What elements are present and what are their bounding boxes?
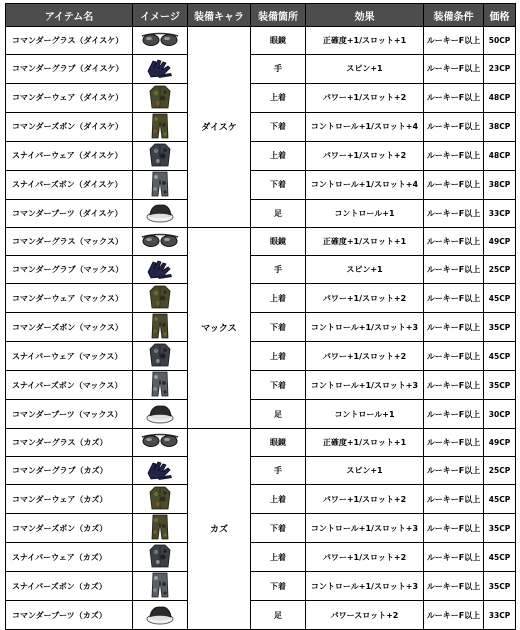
slot-cell: 眼鏡 xyxy=(251,227,306,255)
item-image-cell xyxy=(133,256,188,284)
effect-cell: コントロール+1/スロット+3 xyxy=(306,514,424,543)
effect-cell: 正確度+1/スロット+1 xyxy=(306,227,424,255)
sunglasses-icon xyxy=(141,431,179,453)
condition-cell: ルーキーF以上 xyxy=(424,170,484,199)
item-name-cell: コマンダーズボン（マックス） xyxy=(6,313,133,342)
effect-cell: コントロール+1 xyxy=(306,199,424,227)
table-row xyxy=(6,485,516,514)
price-cell: 35CP xyxy=(484,572,516,601)
effect-cell: パワースロット+2 xyxy=(306,601,424,629)
price-cell: 33CP xyxy=(484,199,516,227)
effect-cell: パワー+1/スロット+2 xyxy=(306,342,424,371)
item-image-cell xyxy=(133,27,188,55)
effect-cell: コントロール+1/スロット+4 xyxy=(306,112,424,141)
effect-cell: スピン+1 xyxy=(306,256,424,284)
item-name-cell: コマンダーズボン（ダイスケ） xyxy=(6,112,133,141)
price-cell: 23CP xyxy=(484,55,516,83)
slot-cell: 上着 xyxy=(251,543,306,572)
item-name-cell: コマンダーブーツ（マックス） xyxy=(6,400,133,428)
table-header-row xyxy=(6,4,516,27)
price-cell: 48CP xyxy=(484,141,516,170)
price-cell: 25CP xyxy=(484,457,516,485)
item-image-cell xyxy=(133,514,188,543)
price-cell: 38CP xyxy=(484,170,516,199)
condition-cell: ルーキーF以上 xyxy=(424,457,484,485)
effect-cell: パワー+1/スロット+2 xyxy=(306,83,424,112)
slot-cell: 手 xyxy=(251,55,306,83)
gloves-icon xyxy=(145,459,175,483)
effect-cell: コントロール+1 xyxy=(306,400,424,428)
effect-cell: パワー+1/スロット+2 xyxy=(306,543,424,572)
item-table xyxy=(5,3,516,630)
gloves-icon xyxy=(145,57,175,81)
sniper-pants-icon xyxy=(151,171,169,199)
effect-cell: パワー+1/スロット+2 xyxy=(306,284,424,313)
sniper-pants-icon xyxy=(151,572,169,600)
item-image-cell xyxy=(133,485,188,514)
slot-cell: 上着 xyxy=(251,141,306,170)
header-effect: 効果 xyxy=(306,4,424,27)
slot-cell: 足 xyxy=(251,400,306,428)
slot-cell: 足 xyxy=(251,601,306,629)
table-row xyxy=(6,428,516,456)
table-row xyxy=(6,199,516,227)
price-cell: 35CP xyxy=(484,313,516,342)
slot-cell: 上着 xyxy=(251,485,306,514)
table-row xyxy=(6,313,516,342)
price-cell: 35CP xyxy=(484,371,516,400)
price-cell: 45CP xyxy=(484,543,516,572)
price-cell: 45CP xyxy=(484,342,516,371)
slot-cell: 上着 xyxy=(251,342,306,371)
table-row xyxy=(6,457,516,485)
price-cell: 35CP xyxy=(484,514,516,543)
item-name-cell: コマンダーグラブ（マックス） xyxy=(6,256,133,284)
table-row xyxy=(6,601,516,629)
table-row xyxy=(6,27,516,55)
slot-cell: 眼鏡 xyxy=(251,27,306,55)
item-name-cell: スナイパーウェア（マックス） xyxy=(6,342,133,371)
camo-jacket-icon xyxy=(149,84,171,112)
sniper-pants-icon xyxy=(151,371,169,399)
condition-cell: ルーキーF以上 xyxy=(424,428,484,456)
condition-cell: ルーキーF以上 xyxy=(424,284,484,313)
slot-cell: 足 xyxy=(251,199,306,227)
item-image-cell xyxy=(133,371,188,400)
camo-pants-icon xyxy=(151,514,169,542)
price-cell: 25CP xyxy=(484,256,516,284)
table-row xyxy=(6,141,516,170)
table-row xyxy=(6,112,516,141)
item-image-cell xyxy=(133,227,188,255)
condition-cell: ルーキーF以上 xyxy=(424,55,484,83)
slot-cell: 下着 xyxy=(251,170,306,199)
camo-jacket-icon xyxy=(149,485,171,513)
camo-pants-icon xyxy=(151,113,169,141)
slot-cell: 下着 xyxy=(251,313,306,342)
item-image-cell xyxy=(133,313,188,342)
table-row xyxy=(6,256,516,284)
condition-cell: ルーキーF以上 xyxy=(424,256,484,284)
item-image-cell xyxy=(133,457,188,485)
effect-cell: スピン+1 xyxy=(306,55,424,83)
effect-cell: コントロール+1/スロット+3 xyxy=(306,313,424,342)
item-image-cell xyxy=(133,400,188,428)
condition-cell: ルーキーF以上 xyxy=(424,400,484,428)
boots-icon xyxy=(145,201,175,225)
item-table-container xyxy=(5,3,516,630)
item-name-cell: スナイパーウェア（ダイスケ） xyxy=(6,141,133,170)
effect-cell: 正確度+1/スロット+1 xyxy=(306,428,424,456)
header-price: 価格 xyxy=(484,4,516,27)
effect-cell: コントロール+1/スロット+4 xyxy=(306,170,424,199)
slot-cell: 上着 xyxy=(251,284,306,313)
condition-cell: ルーキーF以上 xyxy=(424,141,484,170)
condition-cell: ルーキーF以上 xyxy=(424,313,484,342)
table-row xyxy=(6,400,516,428)
item-name-cell: コマンダーグラブ（ダイスケ） xyxy=(6,55,133,83)
item-name-cell: コマンダーウェア（ダイスケ） xyxy=(6,83,133,112)
effect-cell: 正確度+1/スロット+1 xyxy=(306,27,424,55)
slot-cell: 眼鏡 xyxy=(251,428,306,456)
condition-cell: ルーキーF以上 xyxy=(424,227,484,255)
condition-cell: ルーキーF以上 xyxy=(424,83,484,112)
effect-cell: コントロール+1/スロット+3 xyxy=(306,371,424,400)
price-cell: 45CP xyxy=(484,485,516,514)
boots-icon xyxy=(145,603,175,627)
header-character: 装備キャラ xyxy=(188,4,251,27)
condition-cell: ルーキーF以上 xyxy=(424,543,484,572)
item-image-cell xyxy=(133,83,188,112)
slot-cell: 手 xyxy=(251,256,306,284)
item-image-cell xyxy=(133,601,188,629)
price-cell: 50CP xyxy=(484,27,516,55)
header-slot: 装備箇所 xyxy=(251,4,306,27)
header-image: イメージ xyxy=(133,4,188,27)
condition-cell: ルーキーF以上 xyxy=(424,112,484,141)
table-row xyxy=(6,514,516,543)
character-cell: カズ xyxy=(188,428,251,629)
item-image-cell xyxy=(133,342,188,371)
item-image-cell xyxy=(133,141,188,170)
table-row xyxy=(6,572,516,601)
effect-cell: コントロール+1/スロット+3 xyxy=(306,572,424,601)
item-name-cell: スナイパーズボン（カズ） xyxy=(6,572,133,601)
slot-cell: 下着 xyxy=(251,112,306,141)
table-row xyxy=(6,371,516,400)
item-image-cell xyxy=(133,55,188,83)
item-name-cell: スナイパーズボン（マックス） xyxy=(6,371,133,400)
item-image-cell xyxy=(133,112,188,141)
condition-cell: ルーキーF以上 xyxy=(424,371,484,400)
character-cell: マックス xyxy=(188,227,251,428)
item-name-cell: コマンダーズボン（カズ） xyxy=(6,514,133,543)
item-name-cell: スナイパーウェア（カズ） xyxy=(6,543,133,572)
table-row xyxy=(6,543,516,572)
gloves-icon xyxy=(145,258,175,282)
slot-cell: 下着 xyxy=(251,371,306,400)
item-image-cell xyxy=(133,199,188,227)
item-name-cell: コマンダーグラブ（カズ） xyxy=(6,457,133,485)
slot-cell: 手 xyxy=(251,457,306,485)
effect-cell: パワー+1/スロット+2 xyxy=(306,141,424,170)
header-item-name: アイテム名 xyxy=(6,4,133,27)
table-row xyxy=(6,170,516,199)
sunglasses-icon xyxy=(141,231,179,253)
table-row xyxy=(6,284,516,313)
sniper-jacket-icon xyxy=(149,342,171,370)
table-row xyxy=(6,227,516,255)
effect-cell: スピン+1 xyxy=(306,457,424,485)
table-row xyxy=(6,83,516,112)
character-cell: ダイスケ xyxy=(188,27,251,228)
header-condition: 装備条件 xyxy=(424,4,484,27)
condition-cell: ルーキーF以上 xyxy=(424,27,484,55)
item-image-cell xyxy=(133,170,188,199)
price-cell: 49CP xyxy=(484,428,516,456)
condition-cell: ルーキーF以上 xyxy=(424,572,484,601)
item-name-cell: コマンダーグラス（ダイスケ） xyxy=(6,27,133,55)
condition-cell: ルーキーF以上 xyxy=(424,342,484,371)
table-body xyxy=(6,27,516,630)
price-cell: 33CP xyxy=(484,601,516,629)
sniper-jacket-icon xyxy=(149,142,171,170)
item-name-cell: コマンダーウェア（マックス） xyxy=(6,284,133,313)
item-image-cell xyxy=(133,572,188,601)
slot-cell: 下着 xyxy=(251,514,306,543)
table-row xyxy=(6,342,516,371)
condition-cell: ルーキーF以上 xyxy=(424,601,484,629)
condition-cell: ルーキーF以上 xyxy=(424,485,484,514)
condition-cell: ルーキーF以上 xyxy=(424,199,484,227)
item-name-cell: コマンダーブーツ（ダイスケ） xyxy=(6,199,133,227)
item-name-cell: コマンダーウェア（カズ） xyxy=(6,485,133,514)
price-cell: 45CP xyxy=(484,284,516,313)
price-cell: 49CP xyxy=(484,227,516,255)
table-row xyxy=(6,55,516,83)
item-name-cell: スナイパーズボン（ダイスケ） xyxy=(6,170,133,199)
camo-jacket-icon xyxy=(149,284,171,312)
price-cell: 30CP xyxy=(484,400,516,428)
price-cell: 38CP xyxy=(484,112,516,141)
sniper-jacket-icon xyxy=(149,543,171,571)
item-image-cell xyxy=(133,428,188,456)
item-image-cell xyxy=(133,543,188,572)
price-cell: 48CP xyxy=(484,83,516,112)
slot-cell: 上着 xyxy=(251,83,306,112)
item-name-cell: コマンダーグラス（カズ） xyxy=(6,428,133,456)
effect-cell: パワー+1/スロット+2 xyxy=(306,485,424,514)
condition-cell: ルーキーF以上 xyxy=(424,514,484,543)
item-name-cell: コマンダーブーツ（カズ） xyxy=(6,601,133,629)
slot-cell: 下着 xyxy=(251,572,306,601)
camo-pants-icon xyxy=(151,313,169,341)
boots-icon xyxy=(145,402,175,426)
sunglasses-icon xyxy=(141,30,179,52)
item-name-cell: コマンダーグラス（マックス） xyxy=(6,227,133,255)
item-image-cell xyxy=(133,284,188,313)
